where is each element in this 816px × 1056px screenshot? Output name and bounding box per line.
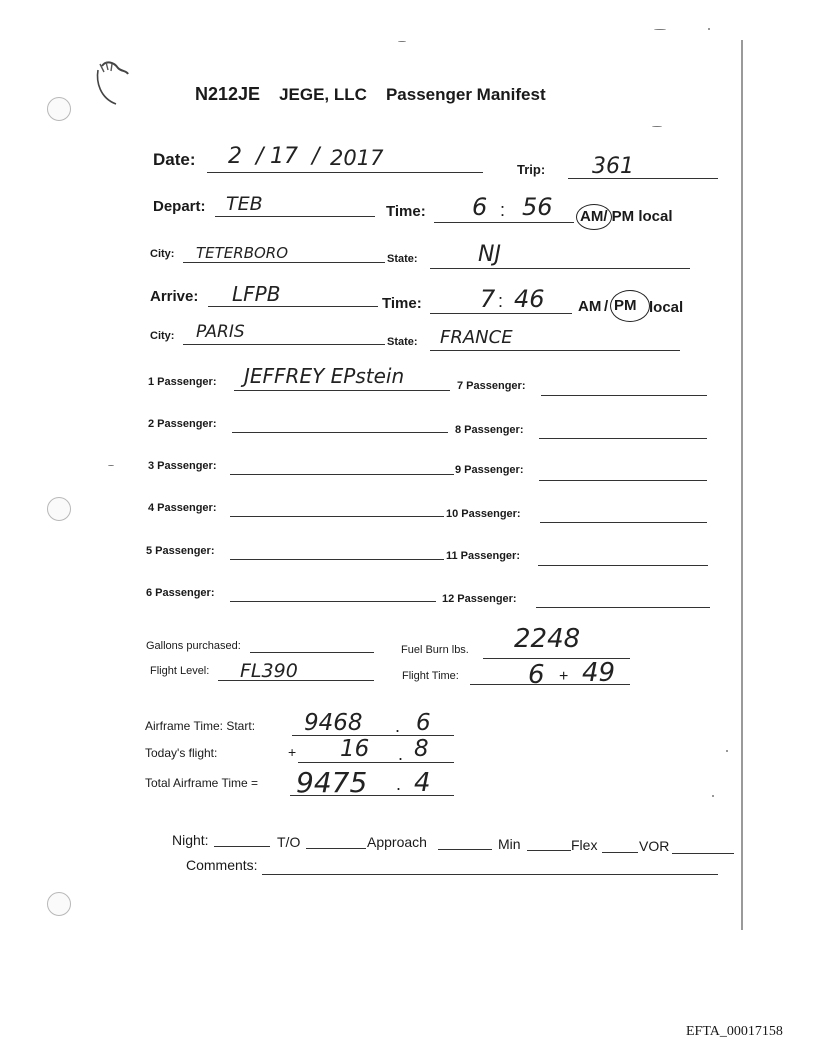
- passenger-1-label: 1 Passenger:: [148, 376, 217, 388]
- depart-state-underline: [430, 268, 690, 269]
- arrive-city: PARIS: [196, 322, 245, 342]
- arrive-pm: PM: [614, 297, 637, 314]
- arrive-state-underline: [430, 350, 680, 351]
- airframe-start-tenth: 6: [416, 710, 431, 736]
- sheet-edge: [741, 40, 743, 930]
- airframe-start-label: Airframe Time: Start:: [145, 719, 256, 733]
- passenger-9-label: 9 Passenger:: [455, 464, 524, 476]
- arrive-airport: LFPB: [232, 282, 281, 306]
- gallons-underline: [250, 652, 374, 653]
- scan-speck: [726, 750, 728, 752]
- arrive-city-underline: [183, 344, 385, 345]
- punch-hole-icon: [47, 97, 71, 121]
- scan-speck: [708, 28, 710, 30]
- passenger-3-underline: [230, 474, 454, 475]
- passenger-12-underline: [536, 607, 710, 608]
- fuel-burn-label: Fuel Burn lbs.: [401, 644, 469, 656]
- arrive-am: AM: [578, 298, 602, 315]
- passenger-10-label: 10 Passenger:: [446, 508, 521, 520]
- page-title: Passenger Manifest: [385, 85, 546, 104]
- total-airframe-label: Total Airframe Time =: [145, 776, 259, 790]
- company-name: JEGE, LLC: [279, 85, 367, 104]
- arrive-time-label: Time:: [382, 295, 422, 312]
- depart-hour: 6: [472, 193, 488, 221]
- depart-underline: [215, 216, 375, 217]
- airframe-start-dot: .: [395, 716, 401, 736]
- arrive-state-label: State:: [387, 336, 418, 348]
- todays-flight-whole: 16: [340, 736, 370, 762]
- depart-airport: TEB: [226, 193, 263, 215]
- document-id: EFTA_00017158: [686, 1024, 783, 1039]
- scan-speck: [712, 795, 714, 797]
- date-label: Date:: [153, 150, 196, 169]
- punch-hole-icon: [47, 892, 71, 916]
- arrive-hour: 7: [480, 285, 496, 313]
- bird-logo-icon: [92, 58, 132, 108]
- todays-flight-dot: .: [398, 744, 404, 764]
- date-sep-1: /: [256, 144, 264, 169]
- trip-label: Trip:: [517, 162, 546, 177]
- arrive-time-underline: [430, 313, 572, 314]
- fuel-burn-value: 2248: [514, 624, 581, 654]
- passenger-6-label: 6 Passenger:: [146, 587, 215, 599]
- passenger-8-label: 8 Passenger:: [455, 424, 524, 436]
- punch-hole-icon: [47, 497, 71, 521]
- passenger-2-underline: [232, 432, 448, 433]
- arrive-underline: [208, 306, 378, 307]
- arrive-local: local: [649, 299, 684, 316]
- trip-number: 361: [592, 154, 634, 179]
- date-year: 2017: [330, 146, 384, 170]
- min-label: Min: [498, 836, 521, 852]
- passenger-12-label: 12 Passenger:: [442, 593, 517, 605]
- depart-state: NJ: [478, 242, 501, 267]
- flight-time-plus: +: [559, 668, 569, 685]
- min-underline: [527, 850, 571, 851]
- vor-underline: [672, 853, 734, 854]
- flex-underline: [602, 852, 638, 853]
- gallons-purchased-label: Gallons purchased:: [146, 640, 241, 652]
- depart-city-label: City:: [150, 248, 175, 260]
- airframe-start-whole: 9468: [304, 710, 363, 736]
- passenger-4-label: 4 Passenger:: [148, 502, 217, 514]
- arrive-time-colon: :: [498, 291, 504, 311]
- passenger-11-label: 11 Passenger:: [446, 550, 520, 562]
- passenger-1-name: JEFFREY EPstein: [244, 364, 405, 388]
- comments-underline: [262, 874, 718, 875]
- depart-state-label: State:: [387, 253, 418, 265]
- comments-label: Comments:: [186, 857, 258, 873]
- date-underline: [207, 172, 483, 173]
- flight-time-minutes: 49: [582, 658, 616, 688]
- passenger-9-underline: [539, 480, 707, 481]
- arrive-city-label: City:: [150, 330, 175, 342]
- passenger-3-label: 3 Passenger:: [148, 460, 217, 472]
- to-label: T/O: [277, 834, 301, 850]
- flight-time-hours: 6: [528, 660, 545, 690]
- passenger-7-label: 7 Passenger:: [457, 380, 526, 392]
- night-label: Night:: [172, 832, 209, 848]
- arrive-label: Arrive:: [150, 288, 199, 305]
- passenger-10-underline: [540, 522, 707, 523]
- night-underline: [214, 846, 270, 847]
- total-airframe-tenth: 4: [414, 768, 431, 798]
- passenger-7-underline: [541, 395, 707, 396]
- scan-speck: [398, 41, 406, 42]
- approach-label: Approach: [367, 834, 427, 850]
- scan-speck: [108, 465, 114, 466]
- depart-minute: 56: [522, 193, 553, 221]
- passenger-5-label: 5 Passenger:: [146, 545, 215, 557]
- date-day: 17: [270, 144, 298, 169]
- tail-number: N212JE: [195, 84, 261, 104]
- vor-label: VOR: [639, 838, 670, 854]
- flight-level-value: FL390: [240, 660, 298, 682]
- arrive-slash: /: [604, 298, 609, 315]
- passenger-5-underline: [230, 559, 444, 560]
- passenger-2-label: 2 Passenger:: [148, 418, 217, 430]
- arrive-minute: 46: [514, 285, 545, 313]
- depart-label: Depart:: [153, 198, 206, 215]
- total-airframe-whole: 9475: [296, 766, 368, 799]
- total-airframe-dot: .: [396, 774, 402, 794]
- passenger-6-underline: [230, 601, 436, 602]
- date-month: 2: [228, 144, 242, 169]
- depart-city-underline: [183, 262, 385, 263]
- trip-underline: [568, 178, 718, 179]
- depart-time-colon: :: [500, 200, 506, 220]
- passenger-4-underline: [230, 516, 444, 517]
- depart-time-underline: [434, 222, 574, 223]
- todays-flight-plus: +: [288, 744, 297, 760]
- todays-flight-underline: [298, 762, 454, 763]
- todays-flight-tenth: 8: [414, 736, 429, 762]
- flight-level-label: Flight Level:: [150, 665, 210, 677]
- depart-city: TETERBORO: [196, 244, 289, 262]
- flight-time-label: Flight Time:: [402, 670, 459, 682]
- passenger-11-underline: [538, 565, 708, 566]
- arrive-state: FRANCE: [440, 327, 513, 348]
- depart-am-pm-local: AM/ PM local: [580, 208, 673, 225]
- depart-time-label: Time:: [386, 203, 426, 220]
- flex-label: Flex: [571, 837, 598, 853]
- scan-speck: [652, 126, 662, 127]
- passenger-1-underline: [234, 390, 450, 391]
- date-sep-2: /: [312, 144, 320, 169]
- todays-flight-label: Today's flight:: [145, 746, 218, 760]
- scan-speck: [654, 29, 666, 30]
- to-underline: [306, 848, 366, 849]
- passenger-8-underline: [539, 438, 707, 439]
- approach-underline: [438, 849, 492, 850]
